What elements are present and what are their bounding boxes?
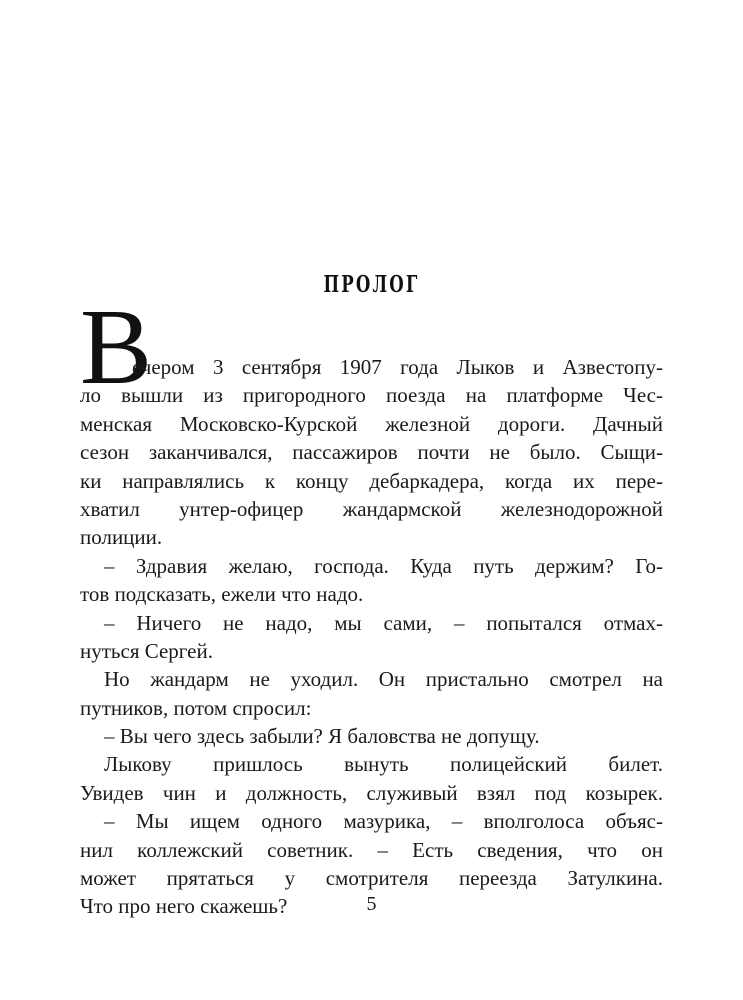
chapter-title: ПРОЛОГ xyxy=(323,271,420,298)
text-line: – Вы чего здесь забыли? Я баловства не допущу. xyxy=(104,724,540,749)
text-line: Но жандарм не уходил. Он пристально смотрел на xyxy=(104,667,663,692)
text-line: может прятаться у смотрителя переезда Затулкина. xyxy=(80,866,663,891)
text-line: менская Московско-Курской железной дороги. Дачный xyxy=(80,411,663,436)
text-line: ечером 3 сентября 1907 года Лыков и Азвестопу- xyxy=(132,355,663,379)
text-line: хватил унтер-офицер жандармской железнодорожной xyxy=(80,496,663,521)
drop-cap: В xyxy=(80,288,153,407)
page-number: 5 xyxy=(366,893,377,915)
text-line: – Ничего не надо, мы сами, – попытался отмах- xyxy=(104,610,663,635)
text-line: тов подсказать, ежели что надо. xyxy=(80,582,364,607)
text-line: Лыкову пришлось вынуть полицейский билет. xyxy=(104,752,663,777)
text-line: полиции. xyxy=(80,525,163,550)
text-line: ки направлялись к концу дебаркадера, когда их пере- xyxy=(80,468,663,493)
text-line: нуться Сергей. xyxy=(80,638,213,663)
text-line: Увидев чин и должность, служивый взял под козырек. xyxy=(80,780,663,805)
text-line: – Мы ищем одного мазурика, – вполголоса объяс- xyxy=(104,809,663,834)
text-line: сезон заканчивался, пассажиров почти не было. Сыщи- xyxy=(80,440,663,465)
body-text xyxy=(80,318,663,921)
text-line: ло вышли из пригородного поезда на платформе Чес- xyxy=(80,383,663,408)
text-line: – Здравия желаю, господа. Куда путь держим? Го- xyxy=(104,553,663,578)
text-line: Что про него скажешь? xyxy=(80,894,288,919)
text-line: нил коллежский советник. – Есть сведения, что он xyxy=(80,837,663,862)
text-line: путников, потом спросил: xyxy=(80,695,312,720)
